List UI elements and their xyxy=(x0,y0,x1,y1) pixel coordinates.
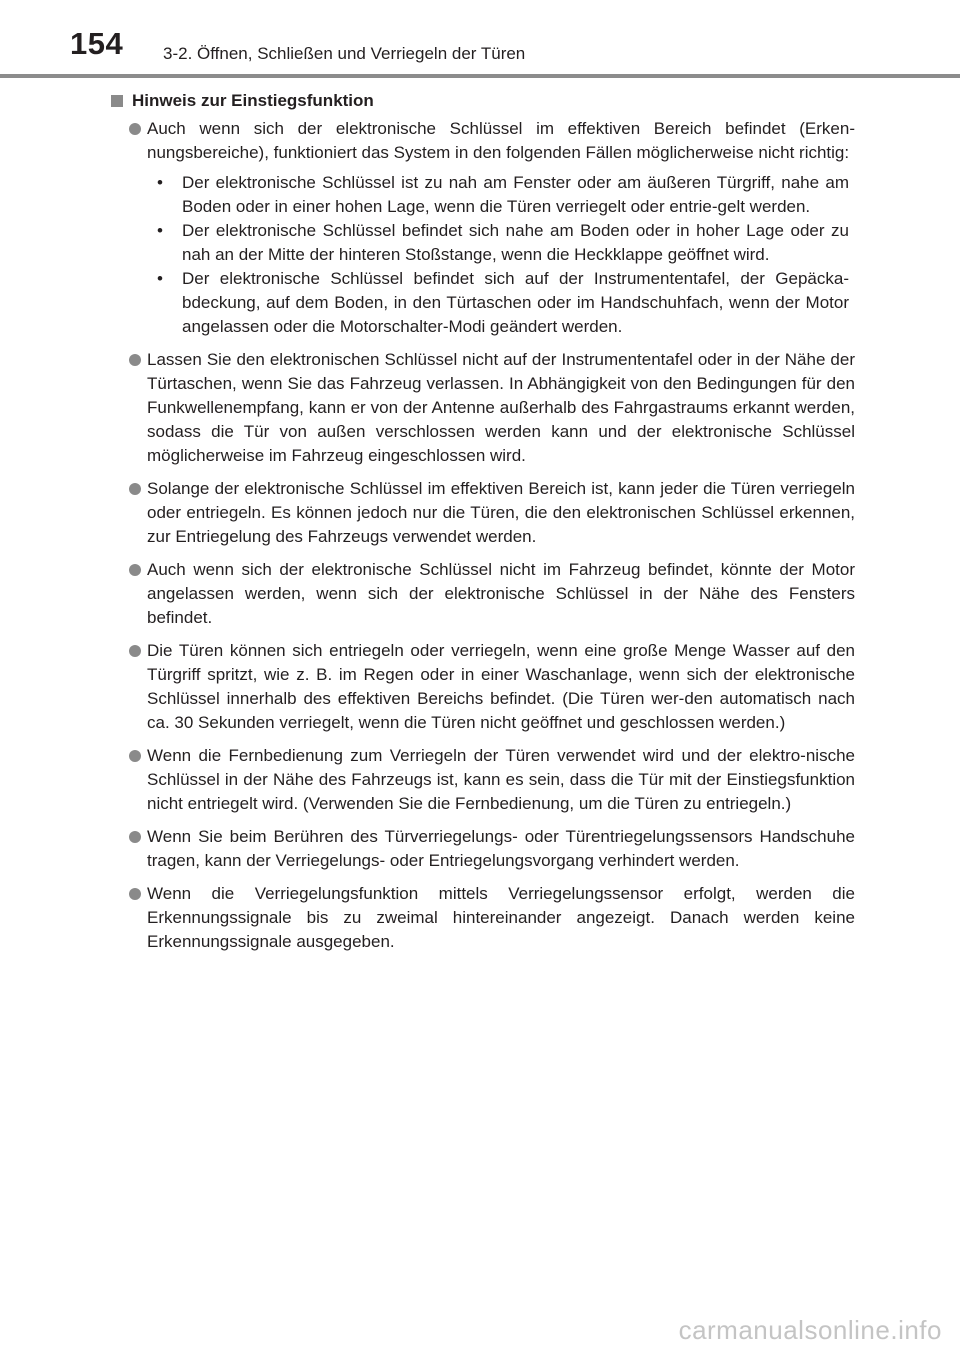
list-item xyxy=(110,558,855,630)
list-item-text: Solange der elektronische Schlüssel im effektiven Bereich ist, kann jeder die Türen verriegeln oder entriegeln. Es können jedoch nur die Türen, die den elektronischen Schlüssel erkennen, zur Entriegelung des Fahrzeugs verwendet werden. xyxy=(147,479,855,546)
small-dot-icon: • xyxy=(157,221,163,240)
circle-bullet-icon xyxy=(129,483,141,495)
sub-list-item-text: Der elektronische Schlüssel befindet sich auf der Instrumententafel, der Gepäcka-bdeckung, auf dem Boden, in den Türtaschen oder im Handschuhfach, wenn der Motor angelassen oder die Motorschalter-Modi geändert werden. xyxy=(182,269,849,336)
circle-bullet-icon xyxy=(129,888,141,900)
circle-bullet-icon xyxy=(129,831,141,843)
header-divider xyxy=(0,74,960,78)
small-dot-icon: • xyxy=(157,173,163,192)
sub-list-item xyxy=(155,267,849,339)
section-heading xyxy=(110,89,855,113)
list-item-text: Wenn die Verriegelungsfunktion mittels Verriegelungssensor erfolgt, werden die Erkennungssignale bis zu zweimal hintereinander angezeigt. Danach werden keine Erkennungssignale ausgegeben. xyxy=(147,884,855,951)
watermark: carmanualsonline.info xyxy=(678,1315,942,1345)
sub-list-item xyxy=(155,171,849,219)
circle-bullet-icon xyxy=(129,564,141,576)
circle-bullet-icon xyxy=(129,750,141,762)
page-number: 154 xyxy=(70,26,124,61)
circle-bullet-icon xyxy=(129,123,141,135)
list-item-text: Auch wenn sich der elektronische Schlüssel nicht im Fahrzeug befindet, könnte der Motor angelassen werden, wenn sich der elektronische Schlüssel in der Nähe des Fensters befindet. xyxy=(147,560,855,627)
chapter-title: 3-2. Öffnen, Schließen und Verriegeln der Türen xyxy=(163,44,526,63)
list-item-text: Auch wenn sich der elektronische Schlüssel im effektiven Bereich befindet (Erken-nungsbereiche), funktioniert das System in den folgenden Fällen möglicherweise nicht richtig: xyxy=(147,119,855,162)
small-dot-icon: • xyxy=(157,269,163,288)
square-bullet-icon xyxy=(111,95,123,107)
list-item xyxy=(110,639,855,735)
list-item xyxy=(110,882,855,954)
sub-list xyxy=(147,171,855,339)
list-item-text: Die Türen können sich entriegeln oder verriegeln, wenn eine große Menge Wasser auf den Türgriff spritzt, wie z. B. im Regen oder in einer Waschanlage, wenn sich der elektronische Schlüssel innerhalb des effektiven Bereichs befindet. (Die Türen wer-den automatisch nach ca. 30 Sekunden verriegelt, wenn die Türen nicht geöffnet und geschlossen werden.) xyxy=(147,641,855,732)
main-content xyxy=(110,89,855,963)
sub-list-item-text: Der elektronische Schlüssel befindet sich nahe am Boden oder in hoher Lage oder zu nah an der Mitte der hinteren Stoßstange, wenn die Heckklappe geöffnet wird. xyxy=(182,221,849,264)
sub-list-item xyxy=(155,219,849,267)
circle-bullet-icon xyxy=(129,645,141,657)
list-item-text: Wenn Sie beim Berühren des Türverriegelungs- oder Türentriegelungssensors Handschuhe tragen, kann der Verriegelungs- oder Entriegelungsvorgang verhindert werden. xyxy=(147,827,855,870)
list-item-text: Wenn die Fernbedienung zum Verriegeln der Türen verwendet wird und der elektro-nische Schlüssel in der Nähe des Fahrzeugs ist, kann es sein, dass die Tür mit der Einstiegsfunktion nicht entriegelt wird. (Verwenden Sie die Fernbedienung, um die Türen zu entriegeln.) xyxy=(147,746,855,813)
list-item xyxy=(110,825,855,873)
list-item xyxy=(110,744,855,816)
page-header xyxy=(0,0,960,80)
list-item xyxy=(110,348,855,468)
list-item xyxy=(110,117,855,339)
section-heading-text: Hinweis zur Einstiegsfunktion xyxy=(132,91,374,110)
sub-list-item-text: Der elektronische Schlüssel ist zu nah am Fenster oder am äußeren Türgriff, nahe am Boden oder in einer hohen Lage, wenn die Türen verriegelt oder entrie-gelt werden. xyxy=(182,173,849,216)
circle-bullet-icon xyxy=(129,354,141,366)
list-item xyxy=(110,477,855,549)
list-item-text: Lassen Sie den elektronischen Schlüssel nicht auf der Instrumententafel oder in der Nähe der Türtaschen, wenn Sie das Fahrzeug verlassen. In Abhängigkeit von den Bedingungen für den Funkwellenempfang, kann er von der Antenne außerhalb des Fahrgastraums erkannt werden, sodass die Tür von außen verschlossen werden kann und der elektronische Schlüssel möglicherweise im Fahrzeug eingeschlossen wird. xyxy=(147,350,855,465)
